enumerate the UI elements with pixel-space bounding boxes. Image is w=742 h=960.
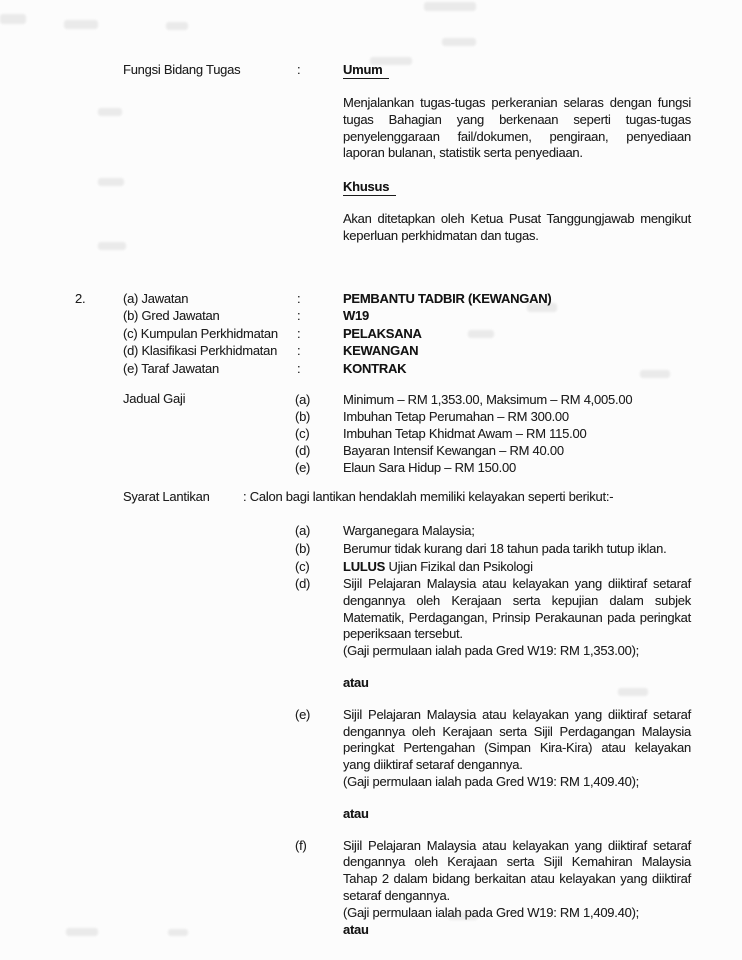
starting-salary-note: (Gaji permulaan ialah pada Gred W19: RM 1,353.00); — [343, 643, 640, 659]
list-marker: (f) — [295, 837, 307, 853]
requirement-paragraph — [343, 707, 691, 791]
job-detail-row — [0, 291, 742, 308]
colon-separator: : — [297, 360, 301, 376]
list-marker: (e) — [295, 460, 311, 475]
salary-item — [295, 459, 715, 476]
detail-label: (a) Jawatan — [123, 291, 189, 306]
colon-separator: : — [297, 62, 301, 77]
requirement-item — [295, 522, 695, 540]
job-detail-rows — [0, 291, 742, 378]
scan-artifact — [166, 22, 188, 30]
syarat-label: Syarat Lantikan — [123, 489, 210, 504]
job-detail-row — [0, 361, 742, 378]
list-marker: (a) — [295, 392, 311, 407]
scan-artifact — [98, 178, 124, 186]
job-detail-row — [0, 308, 742, 325]
requirement-text: Sijil Pelajaran Malaysia atau kelayakan yang diiktiraf setaraf dengannya oleh Kerajaan serta Sijil Kemahiran Malaysia Tahap 2 dalam bidang berkaitan atau kelayakan yang diiktiraf setaraf dengannya. — [343, 837, 691, 903]
detail-value: KONTRAK — [343, 360, 407, 376]
requirements-list — [295, 522, 695, 938]
list-marker: (c) — [295, 559, 310, 574]
salary-item — [295, 425, 715, 442]
requirement-paragraph — [343, 838, 691, 922]
atau-separator: atau — [343, 805, 369, 821]
colon-separator: : — [297, 325, 301, 341]
requirement-item — [295, 707, 695, 791]
scan-artifact — [98, 242, 126, 250]
list-marker: (d) — [295, 576, 311, 591]
salary-text: Minimum – RM 1,353.00, Maksimum – RM 4,005.00 — [343, 392, 633, 407]
salary-item — [295, 408, 715, 425]
detail-value: W19 — [343, 308, 369, 324]
colon-separator: : — [297, 308, 301, 324]
detail-value: KEWANGAN — [343, 343, 419, 359]
scan-artifact — [98, 108, 122, 116]
umum-paragraph: Menjalankan tugas-tugas perkeranian selaras dengan fungsi tugas Bahagian yang berkenaan seperti tugas-tugas penyelenggaraan fail/dokumen, pengiraan, penyediaan laporan bulanan, statistik serta penyediaan. — [343, 95, 691, 161]
khusus-heading: Khusus — [343, 179, 396, 196]
requirement-paragraph — [343, 576, 691, 660]
khusus-paragraph: Akan ditetapkan oleh Ketua Pusat Tanggungjawab mengikut keperluan perkhidmatan dan tugas. — [343, 211, 691, 243]
scan-artifact — [442, 38, 476, 46]
requirement-text-rest: Ujian Fizikal dan Psikologi — [385, 559, 533, 574]
scan-artifact — [0, 14, 26, 24]
salary-item — [295, 391, 715, 408]
jadual-gaji-label: Jadual Gaji — [123, 391, 186, 406]
requirement-item — [295, 576, 695, 660]
job-detail-row — [0, 326, 742, 343]
list-marker: (b) — [295, 541, 311, 556]
requirement-text: Sijil Pelajaran Malaysia atau kelayakan yang diiktiraf setaraf dengannya oleh Kerajaan serta Sijil Perdagangan Malaysia peringkat Pertengahan (Simpan Kira-Kira) atau kelayakan yang diiktiraf setaraf dengannya. — [343, 706, 691, 773]
detail-label: (b) Gred Jawatan — [123, 308, 220, 324]
detail-label: (c) Kumpulan Perkhidmatan — [123, 325, 278, 341]
salary-text: Imbuhan Tetap Perumahan – RM 300.00 — [343, 409, 569, 424]
syarat-intro: : Calon bagi lantikan hendaklah memiliki kelayakan seperti berikut:- — [243, 489, 614, 504]
salary-item — [295, 442, 715, 459]
requirement-item — [295, 540, 695, 558]
syarat-lantikan-row — [0, 489, 742, 507]
starting-salary-note: (Gaji permulaan ialah pada Gred W19: RM 1,409.40); — [343, 904, 640, 920]
requirement-text: Sijil Pelajaran Malaysia atau kelayakan yang diiktiraf setaraf dengannya oleh Kerajaan serta kepujian dalam subjek Matematik, Perdagangan, Prinsip Perakaunan pada peringkat peperiksaan tersebut. — [343, 576, 691, 642]
list-marker: (e) — [295, 706, 311, 722]
scan-artifact — [424, 2, 476, 11]
atau-separator: atau — [343, 674, 369, 690]
salary-items — [295, 391, 715, 476]
scan-artifact — [64, 20, 98, 29]
salary-schedule-section — [0, 391, 742, 476]
salary-text: Elaun Sara Hidup – RM 150.00 — [343, 460, 516, 475]
lulus-bold-text: LULUS — [343, 559, 386, 574]
detail-value: PEMBANTU TADBIR (KEWANGAN) — [343, 291, 552, 306]
list-marker: (c) — [295, 426, 310, 441]
detail-label: (e) Taraf Jawatan — [123, 360, 219, 376]
starting-salary-note: (Gaji permulaan ialah pada Gred W19: RM 1,409.40); — [343, 773, 640, 789]
list-marker: (a) — [295, 523, 311, 538]
requirement-item — [295, 558, 695, 576]
colon-separator: : — [297, 343, 301, 359]
requirement-text: Warganegara Malaysia; — [343, 523, 475, 538]
detail-label: (d) Klasifikasi Perkhidmatan — [123, 343, 278, 359]
job-detail-row — [0, 343, 742, 360]
requirement-text: Berumur tidak kurang dari 18 tahun pada tarikh tutup iklan. — [343, 541, 667, 556]
fungsi-bidang-tugas-row — [0, 62, 742, 80]
requirement-item — [295, 838, 695, 922]
colon-separator: : — [297, 291, 301, 306]
list-marker: (b) — [295, 409, 311, 424]
salary-text: Bayaran Intensif Kewangan – RM 40.00 — [343, 443, 564, 458]
detail-value: PELAKSANA — [343, 325, 422, 341]
scan-artifact — [66, 928, 98, 936]
requirement-text — [343, 558, 533, 576]
salary-text: Imbuhan Tetap Khidmat Awam – RM 115.00 — [343, 426, 587, 441]
atau-separator: atau — [343, 921, 369, 937]
item-number: 2. — [75, 291, 86, 306]
fungsi-label: Fungsi Bidang Tugas — [123, 62, 241, 77]
scan-artifact — [168, 929, 188, 936]
umum-heading: Umum — [343, 62, 389, 79]
list-marker: (d) — [295, 443, 311, 458]
